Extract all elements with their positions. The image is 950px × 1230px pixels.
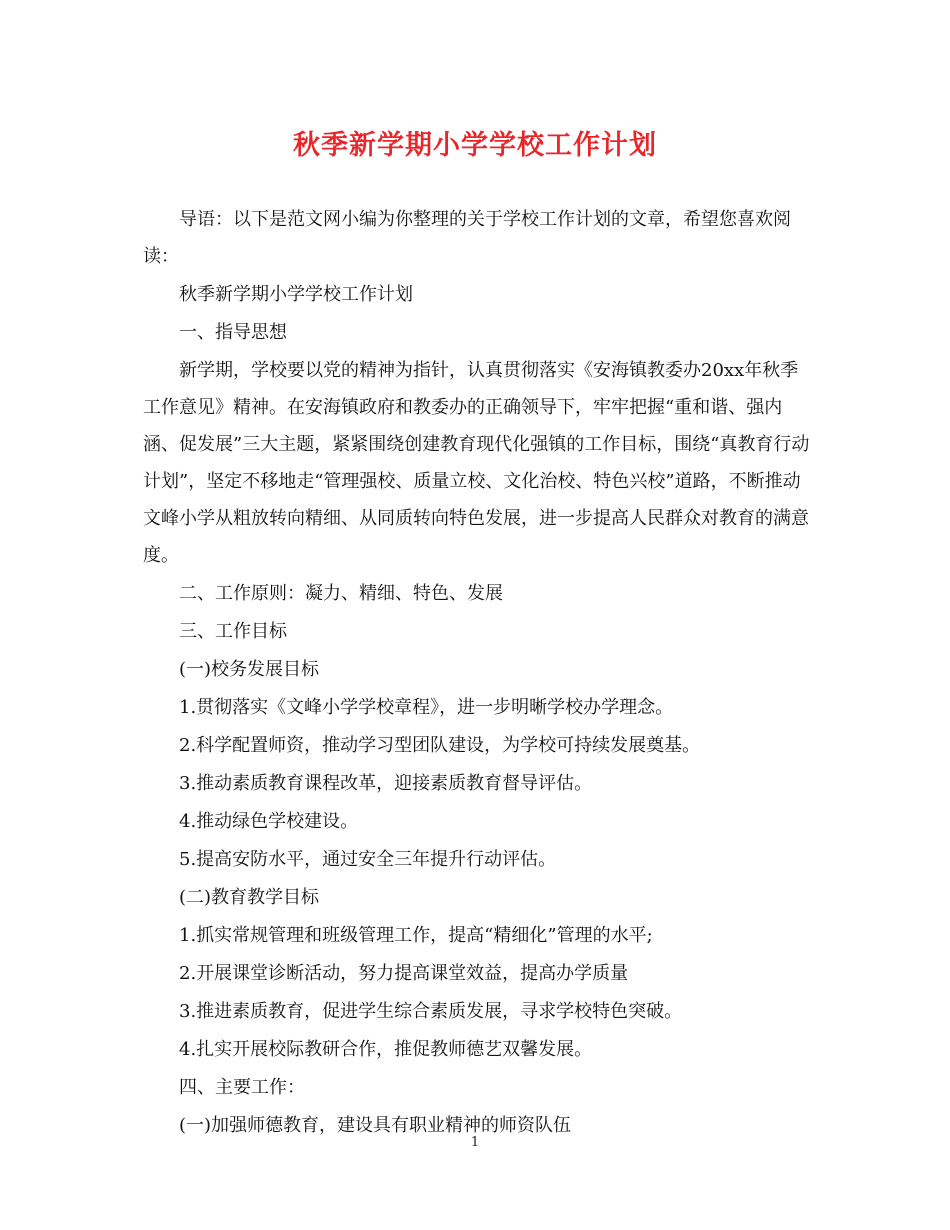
list-item: 1.贯彻落实《文峰小学学校章程》，进一步明晰学校办学理念。: [179, 697, 674, 718]
section-heading-goals: 三、工作目标: [179, 621, 287, 642]
list-item: 3.推动素质教育课程改革，迎接素质教育督导评估。: [179, 773, 593, 794]
document-body: [143, 201, 811, 1144]
section-heading-principles: 二、工作原则：凝力、精细、特色、发展: [179, 583, 503, 604]
list-item: 4.扎实开展校际教研合作，推促教师德艺双馨发展。: [179, 1039, 593, 1060]
list-item: 3.推进素质教育，促进学生综合素质发展，寻求学校特色突破。: [179, 1001, 683, 1022]
subsection-heading-school-goals: (一)校务发展目标: [179, 659, 320, 680]
list-item: 2.科学配置师资，推动学习型团队建设，为学校可持续发展奠基。: [179, 735, 701, 756]
subsection-heading-teacher-ethics: (一)加强师德教育，建设具有职业精神的师资队伍: [179, 1115, 572, 1136]
section-heading-main-work: 四、主要工作：: [179, 1077, 305, 1098]
list-item: 2.开展课堂诊断活动，努力提高课堂效益，提高办学质量: [179, 963, 629, 984]
document-title: 秋季新学期小学学校工作计划: [293, 130, 657, 161]
guiding-thought-paragraph: 新学期，学校要以党的精神为指针，认真贯彻落实《安海镇教委办20xx年秋季工作意见》精神。在安海镇政府和教委办的正确领导下，牢牢把握“重和谐、强内涵、促发展”三大主题，紧紧围绕创建教育现代化强镇的工作目标，围绕“真教育行动计划”，坚定不移地走“管理强校、质量立校、文化治校、特色兴校”道路，不断推动文峰小学从粗放转向精细、从同质转向特色发展，进一步提高人民群众对教育的满意度。: [143, 360, 810, 566]
page-number: 1: [470, 1135, 480, 1150]
subsection-heading-teaching-goals: (二)教育教学目标: [179, 887, 320, 908]
list-item: 4.推动绿色学校建设。: [179, 811, 359, 832]
section-heading-guiding-thought: 一、指导思想: [179, 322, 287, 343]
list-item: 5.提高安防水平，通过安全三年提升行动评估。: [179, 849, 557, 870]
intro-paragraph: 导语：以下是范文网小编为你整理的关于学校工作计划的文章，希望您喜欢阅读：: [143, 209, 791, 267]
subtitle-paragraph: 秋季新学期小学学校工作计划: [179, 284, 413, 305]
list-item: 1.抓实常规管理和班级管理工作，提高“精细化”管理的水平;: [179, 925, 653, 946]
